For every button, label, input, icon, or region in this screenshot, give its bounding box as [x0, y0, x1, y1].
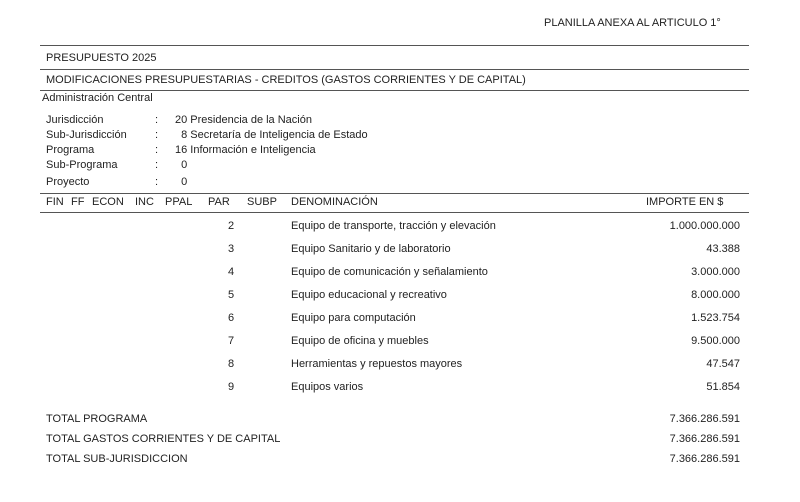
col-subp: SUBP — [247, 196, 277, 208]
row-importe: 51.854 — [706, 381, 740, 393]
info-value-subprograma: 0 — [175, 159, 188, 171]
divider — [40, 212, 749, 213]
row-importe: 9.500.000 — [691, 335, 740, 347]
row-par: 4 — [228, 266, 235, 278]
col-importe: IMPORTE EN $ — [646, 196, 724, 208]
annex-title: PLANILLA ANEXA AL ARTICULO 1° — [544, 17, 721, 29]
budget-subtitle: MODIFICACIONES PRESUPUESTARIAS - CREDITOS (GASTOS CORRIENTES Y DE CAPITAL) — [46, 74, 526, 86]
row-par: 5 — [228, 289, 235, 301]
info-separator: : — [155, 159, 159, 171]
row-importe: 8.000.000 — [691, 289, 740, 301]
row-denominacion: Equipo de comunicación y señalamiento — [291, 266, 488, 278]
row-par: 8 — [228, 358, 235, 370]
info-value-programa: 16 Información e Inteligencia — [175, 144, 316, 156]
info-label-jurisdiccion: Jurisdicción — [46, 114, 104, 126]
col-econ: ECON — [92, 196, 124, 208]
administration-label: Administración Central — [42, 92, 153, 104]
row-par: 3 — [228, 243, 235, 255]
row-denominacion: Herramientas y repuestos mayores — [291, 358, 463, 370]
info-value-proyecto: 0 — [175, 176, 188, 188]
divider — [40, 45, 749, 46]
row-denominacion: Equipo de oficina y muebles — [291, 335, 429, 347]
row-par: 2 — [228, 220, 235, 232]
divider — [40, 90, 749, 91]
row-importe: 47.547 — [706, 358, 740, 370]
divider — [40, 69, 749, 70]
info-separator: : — [155, 114, 159, 126]
total-gastos-value: 7.366.286.591 — [669, 433, 740, 445]
col-denominacion: DENOMINACIÓN — [291, 196, 378, 208]
col-inc: INC — [135, 196, 154, 208]
budget-title: PRESUPUESTO 2025 — [46, 52, 157, 64]
info-label-subjurisdiccion: Sub-Jurisdicción — [46, 129, 127, 141]
info-label-programa: Programa — [46, 144, 95, 156]
info-separator: : — [155, 129, 159, 141]
row-importe: 43.388 — [706, 243, 740, 255]
row-denominacion: Equipo de transporte, tracción y elevación — [291, 220, 496, 232]
col-ff: FF — [71, 196, 85, 208]
row-par: 6 — [228, 312, 235, 324]
row-importe: 3.000.000 — [691, 266, 740, 278]
total-programa-label: TOTAL PROGRAMA — [46, 413, 148, 425]
row-denominacion: Equipo para computación — [291, 312, 416, 324]
info-label-proyecto: Proyecto — [46, 176, 90, 188]
info-value-jurisdiccion: 20 Presidencia de la Nación — [175, 114, 312, 126]
row-denominacion: Equipos varios — [291, 381, 364, 393]
total-subjurisdiccion-value: 7.366.286.591 — [669, 453, 740, 465]
row-importe: 1.000.000.000 — [669, 220, 740, 232]
row-par: 7 — [228, 335, 235, 347]
row-denominacion: Equipo Sanitario y de laboratorio — [291, 243, 451, 255]
row-denominacion: Equipo educacional y recreativo — [291, 289, 447, 301]
total-programa-value: 7.366.286.591 — [669, 413, 740, 425]
col-fin: FIN — [46, 196, 64, 208]
row-importe: 1.523.754 — [691, 312, 740, 324]
info-separator: : — [155, 144, 159, 156]
info-label-subprograma: Sub-Programa — [46, 159, 118, 171]
total-gastos-label: TOTAL GASTOS CORRIENTES Y DE CAPITAL — [46, 433, 281, 445]
col-par: PAR — [208, 196, 230, 208]
row-par: 9 — [228, 381, 235, 393]
info-value-subjurisdiccion: 8 Secretaría de Inteligencia de Estado — [175, 129, 368, 141]
divider — [40, 193, 749, 194]
total-subjurisdiccion-label: TOTAL SUB-JURISDICCION — [46, 453, 188, 465]
col-ppal: PPAL — [165, 196, 193, 208]
info-separator: : — [155, 176, 159, 188]
